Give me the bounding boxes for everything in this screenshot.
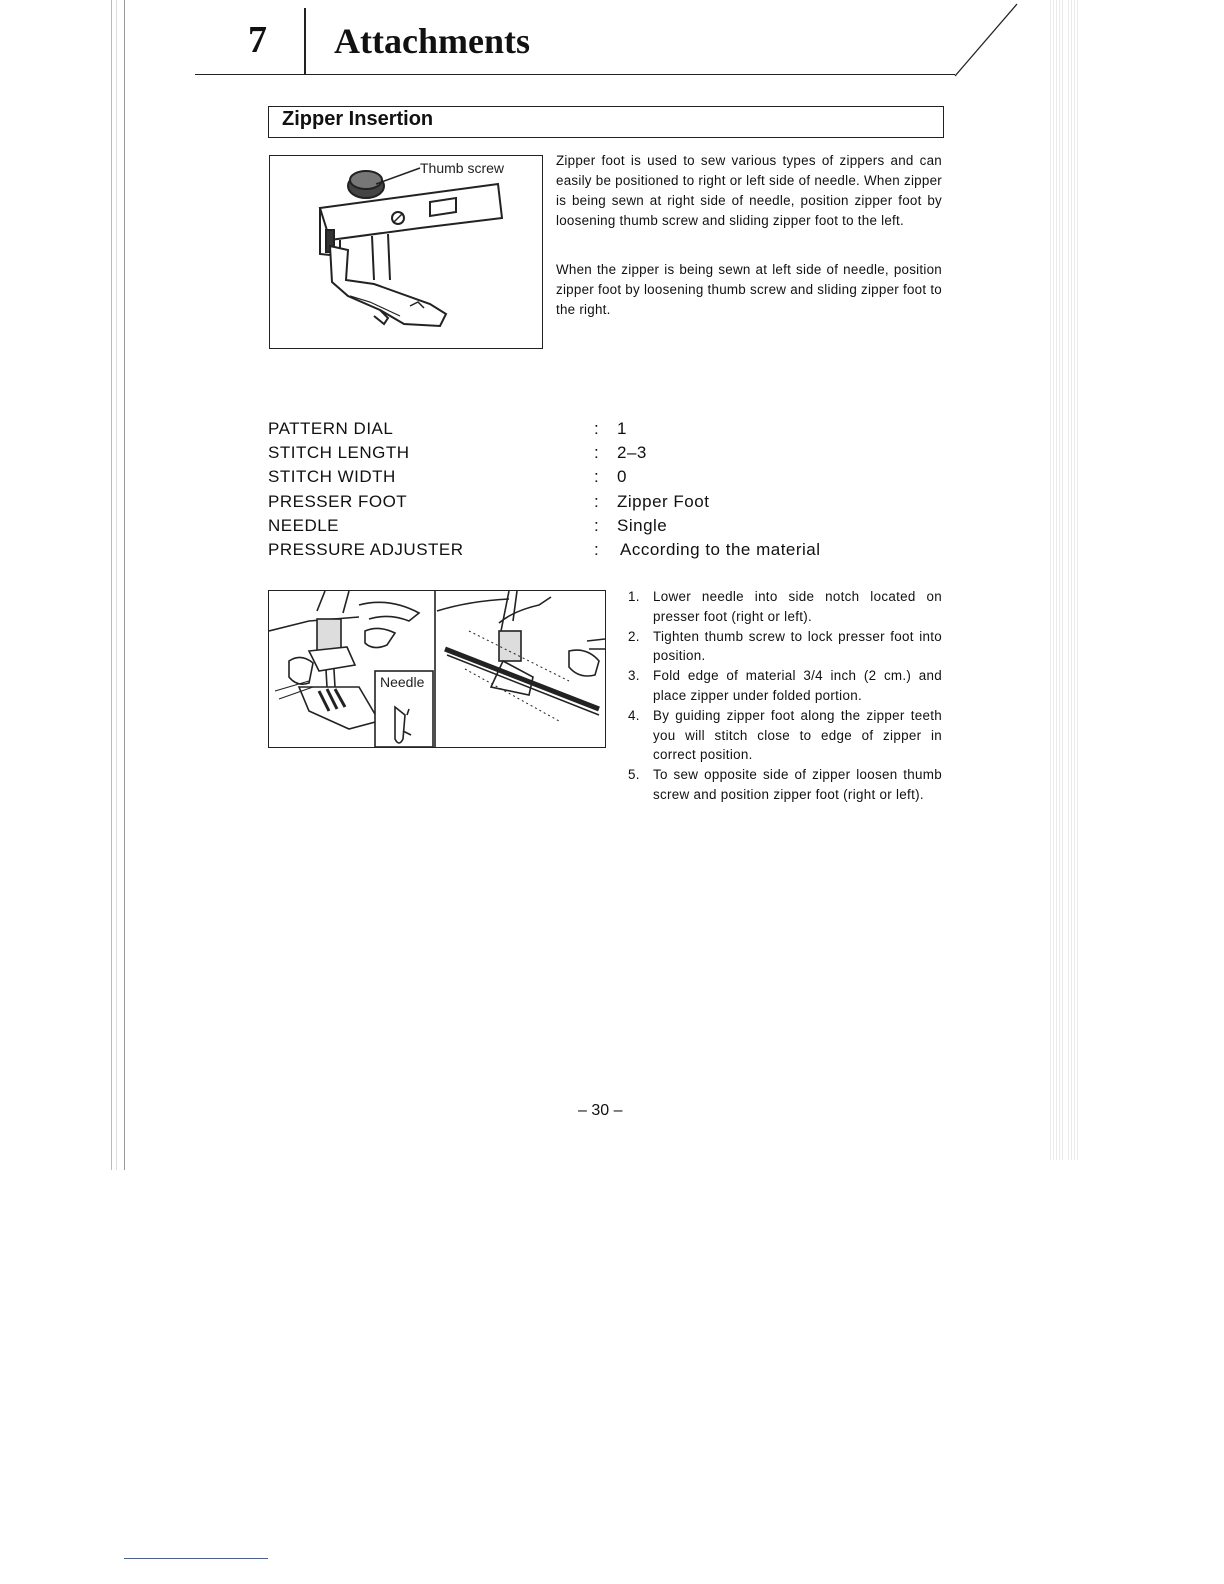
setting-label: PATTERN DIAL [268, 419, 394, 438]
header-corner-slash [945, 0, 1045, 78]
scan-edge-left-3 [124, 0, 125, 1170]
step-number: 4. [628, 707, 640, 723]
zipper-sewing-illustration [269, 591, 605, 747]
step-number: 5. [628, 767, 640, 783]
setting-value: Single [617, 515, 668, 535]
setting-value: According to the material [620, 539, 821, 559]
step-text: To sew opposite side of zipper loosen thumb screw and position zipper foot (right or left). [653, 767, 942, 802]
setting-label: STITCH WIDTH [268, 467, 396, 487]
header-rule [195, 74, 955, 75]
setting-value: 0 [617, 467, 627, 487]
step-text: Lower needle into side notch located on presser foot (right or left). [653, 589, 942, 624]
scan-edge-right-2 [1068, 0, 1080, 1160]
step-number: 3. [628, 668, 640, 684]
setting-label: PRESSER FOOT [268, 491, 408, 511]
thumb-screw-label: Thumb screw [420, 160, 505, 176]
instruction-steps [628, 587, 942, 805]
step-number: 1. [628, 589, 640, 604]
step-item [628, 666, 942, 706]
intro-paragraph-1: Zipper foot is used to sew various types of zippers and can easily be positioned to right or left side of needle. When zipper is being sewn at right side of needle, position zipper foot by loosening thumb screw and sliding zipper foot to the left. [556, 153, 942, 228]
intro-paragraph-2: When the zipper is being sewn at left side of needle, position zipper foot by loosening thumb screw and sliding zipper foot to the right. [556, 262, 942, 317]
section-title: Zipper Insertion [282, 108, 434, 130]
page-number: – 30 – [578, 1102, 623, 1119]
needle-label: Needle [380, 674, 425, 690]
setting-value: 2–3 [617, 443, 647, 463]
zipper-foot-illustration [270, 156, 542, 348]
chapter-divider [304, 8, 306, 74]
step-item [628, 706, 942, 765]
scan-edge-left-2 [116, 0, 117, 1170]
setting-label: PRESSURE ADJUSTER [268, 539, 464, 559]
step-number: 2. [628, 628, 640, 644]
step-text: By guiding zipper foot along the zipper teeth you will stitch close to edge of zipper in correct position. [653, 707, 942, 763]
setting-value: Zipper Foot [617, 491, 710, 511]
setting-label: NEEDLE [268, 515, 340, 535]
chapter-title: Attachments [334, 21, 530, 61]
setting-value: 1 [617, 419, 627, 438]
scan-edge-left [111, 0, 112, 1170]
step-item [628, 627, 942, 667]
step-item [628, 765, 942, 805]
step-text: Tighten thumb screw to lock presser foot into position. [653, 628, 942, 664]
chapter-number: 7 [248, 19, 267, 61]
setting-label: STITCH LENGTH [268, 443, 410, 463]
step-text: Fold edge of material 3/4 inch (2 cm.) and place zipper under folded portion. [653, 668, 942, 703]
footer-rule [124, 1558, 268, 1559]
step-item [628, 587, 942, 627]
zipper-sewing-figure [268, 590, 606, 748]
scan-edge-right [1050, 0, 1064, 1160]
zipper-foot-figure [269, 155, 543, 349]
